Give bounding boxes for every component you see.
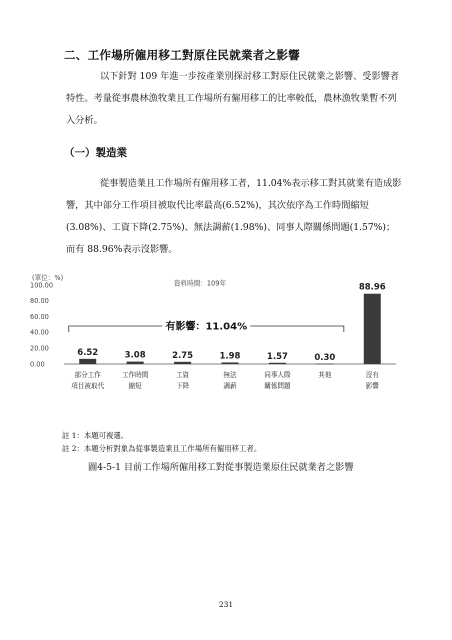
y-tick-label: 0.00 (30, 360, 45, 369)
bar (222, 362, 239, 364)
category-label: 縮短 (128, 382, 142, 390)
bar-chart (30, 270, 400, 430)
category-label: 沒有 (365, 371, 379, 379)
y-tick-label: 100.00 (30, 281, 54, 290)
category-label: 關係問題 (264, 382, 291, 390)
y-tick-label: 40.00 (30, 328, 49, 337)
category-label: 影響 (365, 382, 379, 390)
figure-caption: 圖4-5-1 目前工作場所僱用移工對從事製造業原住民就業者之影響 (88, 462, 354, 473)
page-number: 231 (218, 600, 234, 609)
intro-paragraph-text: 以下針對 109 年進一步按產業別探討移工對原住民就業之影響、受影響者特性。考量從事農林漁牧業且工作場所有僱用移工的比率較低，農林漁牧業暫不列入分析。 (66, 71, 400, 126)
manufacturing-paragraph-text: 從事製造業且工作場所有僱用移工者，11.04%表示移工對其就業有造成影響，其中部分工作項目被取代比率最高(6.52%)，其次依序為工作時間縮短 (3.08%)、工資下降(2.75%)、無法調薪(1.98%)、同事人際關係問題(1.57%)；而有 88.96%表示沒影響。 (66, 178, 402, 255)
manufacturing-paragraph (66, 173, 402, 261)
category-label: 無法 (223, 371, 237, 379)
bar (316, 364, 333, 365)
section-title: 二、工作場所僱用移工對原住民就業者之影響 (64, 48, 300, 62)
y-tick-label: 20.00 (30, 344, 49, 353)
bar-chart-svg (30, 270, 400, 430)
impact-annotation: 有影響：11.04% (165, 321, 248, 333)
y-tick-label: 80.00 (30, 297, 49, 306)
category-label: 下降 (175, 382, 190, 390)
category-label: 工作時間 (121, 371, 149, 379)
category-label: 部分工作 (74, 371, 101, 379)
data-label: 3.08 (124, 350, 146, 361)
bar (79, 359, 96, 364)
category-label: 其他 (318, 371, 332, 379)
source-label: 資料時間：109年 (173, 279, 227, 288)
category-label: 項目被取代 (71, 382, 105, 390)
category-label: 調薪 (223, 382, 237, 390)
note-2: 註 2：本題分析對象為從事製造業且工作場所有僱用移工者。 (62, 444, 262, 453)
category-label: 工資 (175, 371, 190, 379)
y-tick-label: 60.00 (30, 312, 49, 321)
bar (269, 363, 286, 364)
bar (174, 362, 191, 364)
data-label: 1.98 (219, 351, 241, 362)
subsection-title: （一）製造業 (64, 147, 127, 159)
note-1: 註 1：本題可複選。 (62, 431, 129, 440)
category-label: 同事人際 (264, 371, 291, 379)
data-label: 88.96 (358, 282, 386, 293)
bar (127, 362, 144, 364)
data-label: 1.57 (266, 351, 288, 362)
data-label: 6.52 (77, 347, 99, 358)
bar (364, 294, 381, 364)
data-label: 0.30 (314, 352, 336, 363)
unit-label: (單位：%) (32, 274, 64, 282)
intro-paragraph (66, 66, 402, 132)
data-label: 2.75 (172, 350, 194, 361)
